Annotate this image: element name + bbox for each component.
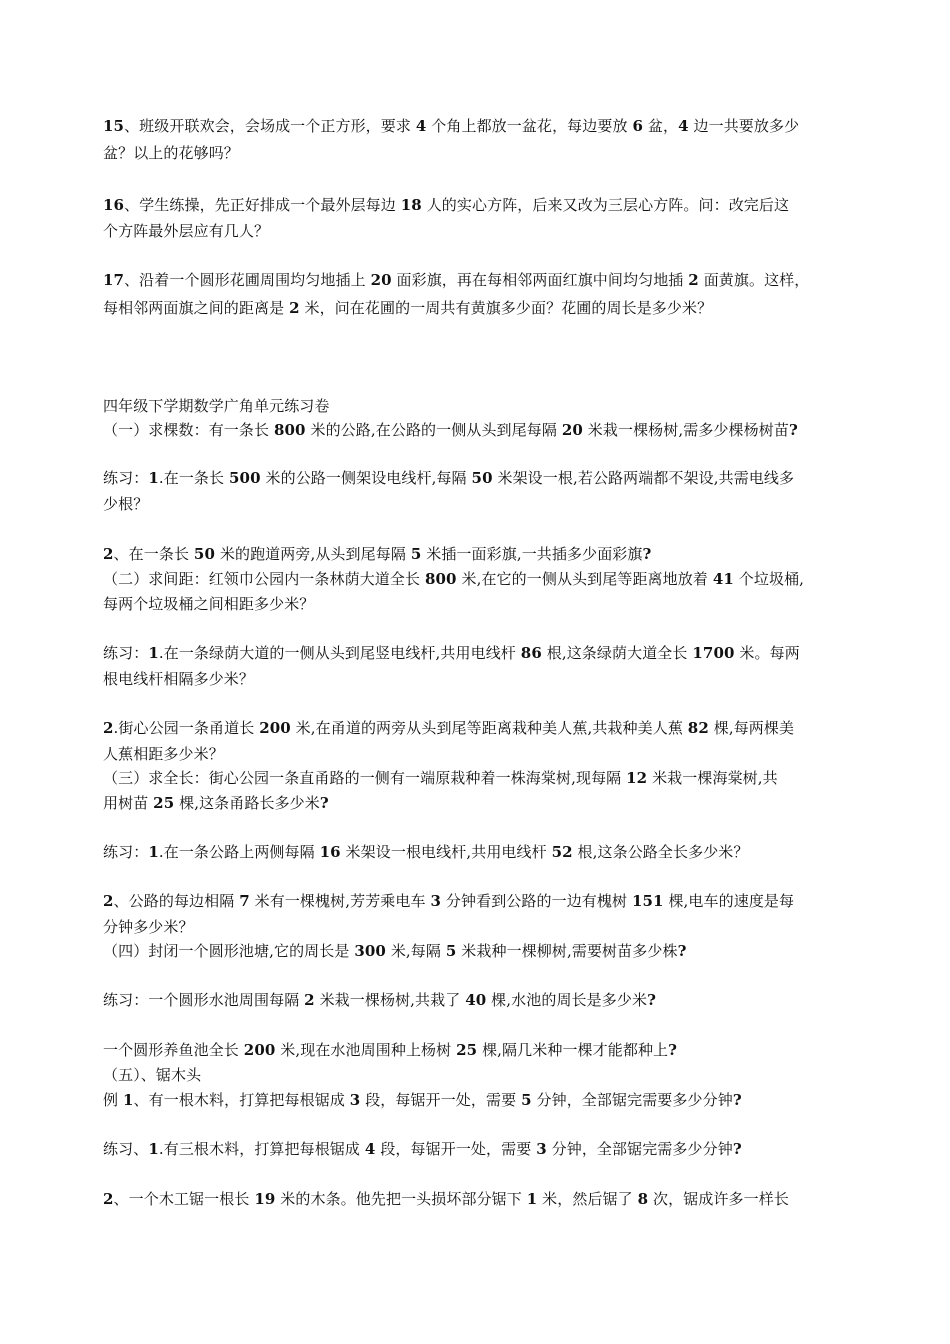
- section-4-problem: （四）封闭一个圆形池塘,它的周长是 300 米,每隔 5 米栽种一棵柳树,需要树苗多少株?: [103, 942, 687, 960]
- section-2-exercise-2-line-1: 2.街心公园一条甬道长 200 米,在甬道的两旁从头到尾等距离栽种美人蕉,共栽种美人蕉 82 棵,每两棵美: [103, 719, 795, 737]
- q17-line-1: 17、沿着一个圆形花圃周围均匀地插上 20 面彩旗，再在每相邻两面红旗中间均匀地插 2 面黄旗。这样，: [103, 271, 810, 289]
- section-3-problem-line-1: （三）求全长：街心公园一条直甬路的一侧有一端原栽种着一株海棠树,现每隔 12 米栽一棵海棠树,共: [103, 769, 778, 787]
- section-4-exercise-2: 一个圆形养鱼池全长 200 米,现在水池周围种上杨树 25 棵,隔几米种一棵才能都种上?: [103, 1041, 678, 1059]
- section-4-exercise-1: 练习：一个圆形水池周围每隔 2 米栽一棵杨树,共栽了 40 棵,水池的周长是多少米?: [103, 991, 656, 1009]
- q15-line-2: 盆？以上的花够吗？: [103, 144, 239, 162]
- section-3-exercise-2-line-1: 2、公路的每边相隔 7 米有一棵槐树,芳芳乘电车 3 分钟看到公路的一边有槐树 151 棵,电车的速度是每: [103, 892, 795, 910]
- section-5-exercise-1: 练习、1.有三根木料，打算把每根锯成 4 段，每锯开一处，需要 3 分钟，全部锯完需多少分钟?: [103, 1140, 742, 1158]
- section-1-exercise-2: 2、在一条长 50 米的跑道两旁,从头到尾每隔 5 米插一面彩旗,一共插多少面彩旗?: [103, 545, 652, 563]
- section-2-exercise-2-line-2: 人蕉相距多少米？: [103, 745, 224, 763]
- section-1-exercise-1-line-2: 少根？: [103, 495, 149, 513]
- section-3-exercise-1: 练习：1.在一条公路上两侧每隔 16 米架设一根电线杆,共用电线杆 52 根,这条公路全长多少米？: [103, 843, 749, 861]
- section-5-exercise-2: 2、一个木工锯一根长 19 米的木条。他先把一头损坏部分锯下 1 米，然后锯了 8 次，锯成许多一样长: [103, 1190, 789, 1208]
- q16-line-1: 16、学生练操，先正好排成一个最外层每边 18 人的实心方阵，后来又改为三层心方阵。问：改完后这: [103, 196, 790, 214]
- worksheet-title: 四年级下学期数学广角单元练习卷: [103, 397, 330, 415]
- section-2-exercise-1-line-1: 练习：1.在一条绿荫大道的一侧从头到尾竖电线杆,共用电线杆 86 根,这条绿荫大道全长 1700 米。每两: [103, 644, 800, 662]
- section-1-problem: （一）求棵数：有一条长 800 米的公路,在公路的一侧从头到尾每隔 20 米栽一棵杨树,需多少棵杨树苗?: [103, 421, 798, 439]
- q17-line-2: 每相邻两面旗之间的距离是 2 米，问在花圃的一周共有黄旗多少面？花圃的周长是多少米？: [103, 299, 713, 317]
- section-2-exercise-1-line-2: 根电线杆相隔多少米？: [103, 670, 255, 688]
- q16-line-2: 个方阵最外层应有几人？: [103, 222, 270, 240]
- section-5-example-1: 例 1、有一根木料，打算把每根锯成 3 段，每锯开一处，需要 5 分钟，全部锯完需要多少分钟?: [103, 1091, 742, 1109]
- section-3-problem-line-2: 用树苗 25 棵,这条甬路长多少米?: [103, 794, 329, 812]
- section-2-problem-line-2: 每两个垃圾桶之间相距多少米？: [103, 595, 315, 613]
- q15-line-1: 15、班级开联欢会，会场成一个正方形，要求 4 个角上都放一盆花，每边要放 6 盆，4 边一共要放多少: [103, 117, 800, 135]
- section-3-exercise-2-line-2: 分钟多少米？: [103, 918, 194, 936]
- section-5-heading: （五）、锯木头: [103, 1066, 202, 1084]
- section-2-problem-line-1: （二）求间距：红领巾公园内一条林荫大道全长 800 米,在它的一侧从头到尾等距离地放着 41 个垃圾桶,: [103, 570, 805, 588]
- section-1-exercise-1-line-1: 练习：1.在一条长 500 米的公路一侧架设电线杆,每隔 50 米架设一根,若公路两端都不架设,共需电线多: [103, 469, 795, 487]
